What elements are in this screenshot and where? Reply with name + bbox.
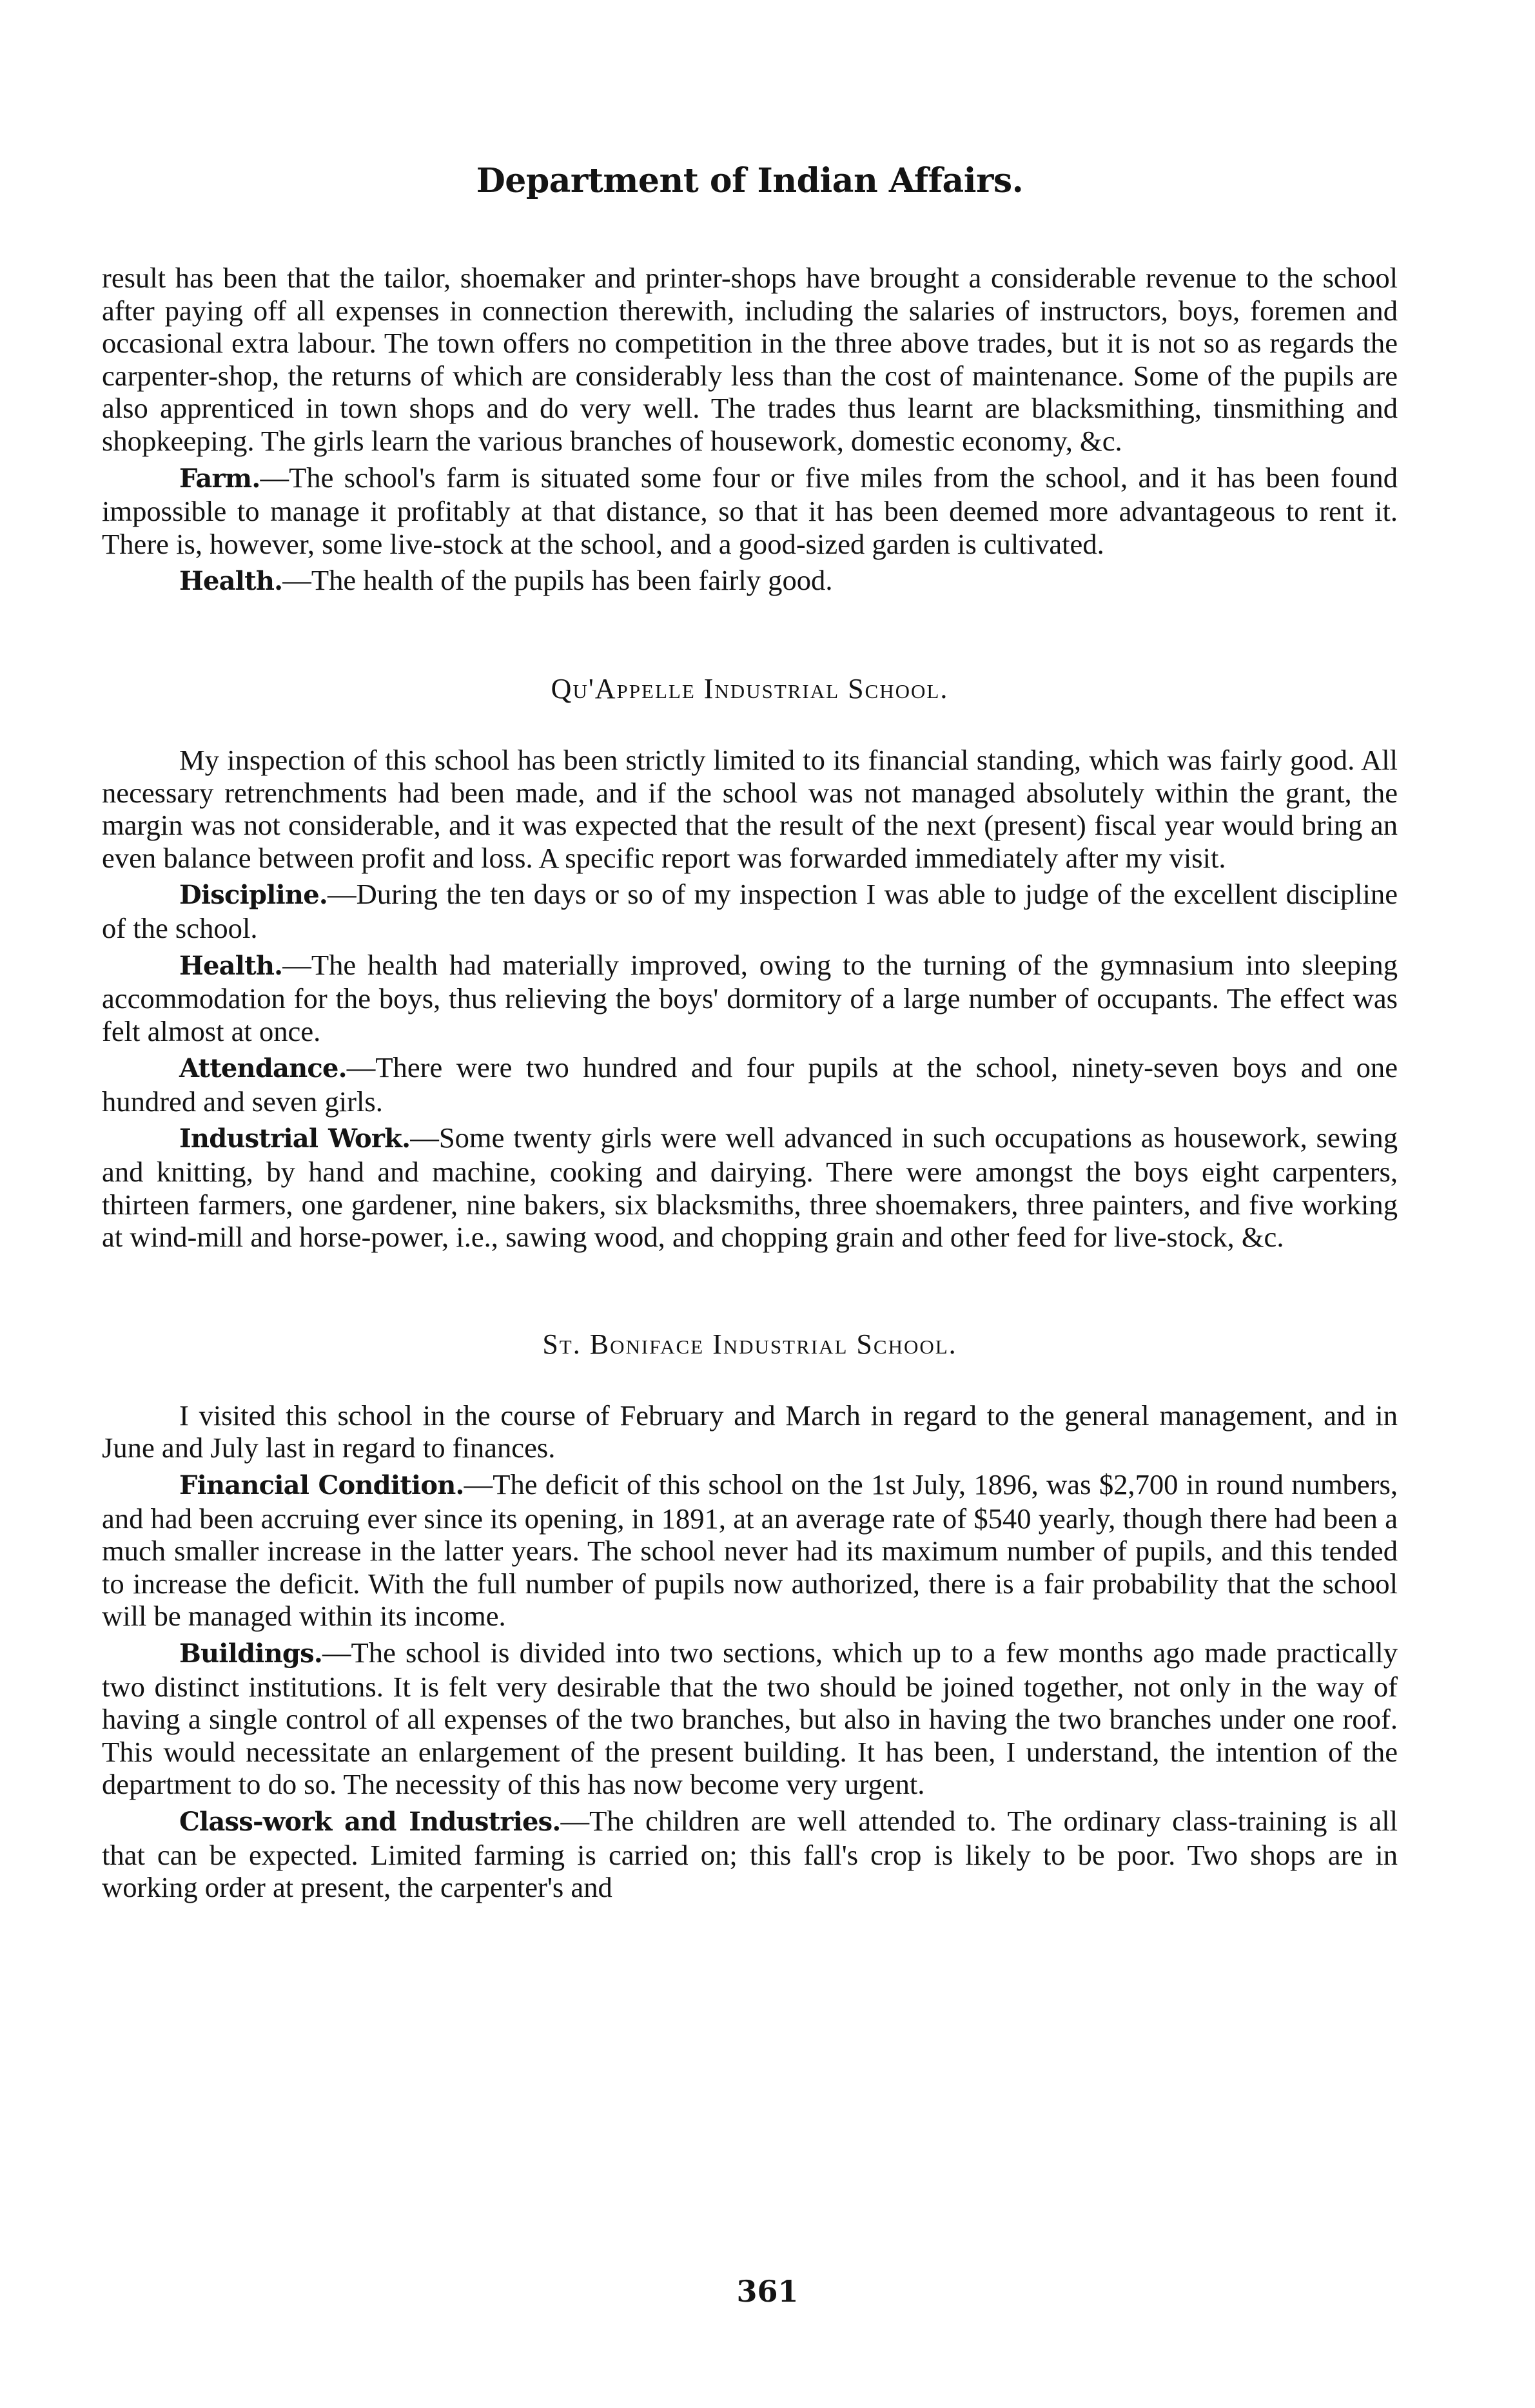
quappelle-discipline-lead: Discipline. bbox=[179, 880, 328, 911]
quappelle-attendance-text: —There were two hundred and four pupils at the school, ninety-seven boys and one hundred and seven girls. bbox=[102, 1051, 1398, 1118]
farm-text: —The school's farm is situated some four or five miles from the school, and it has been found impossible to manage it profitably at that distance, so that it has been deemed more advantageous to rent it. There is, however, some live-stock at the school, and a good-sized garden is cultivated. bbox=[102, 461, 1398, 560]
quappelle-health-paragraph bbox=[102, 949, 1398, 1048]
quappelle-intro-paragraph: My inspection of this school has been strictly limited to its financial standing, which was fairly good. All necessary retrenchments had been made, and if the school was not managed absolutely within the grant, the margin was not considerable, and it was expected that the result of the next (present) fiscal year would bring an even balance between profit and loss. A specific report was forwarded immediately after my visit. bbox=[102, 743, 1398, 874]
quappelle-health-lead: Health. bbox=[179, 950, 283, 981]
st-boniface-classwork-text: —The children are well attended to. The ordinary class-training is all that can be expected. Limited farming is carried on; this fall's crop is likely to be poor. Two shops are in working order at present, the carpenter's and bbox=[102, 1804, 1398, 1904]
st-boniface-classwork-lead: Class-work and Industries. bbox=[179, 1806, 561, 1837]
health-text: —The health of the pupils has been fairly good. bbox=[282, 564, 833, 597]
quappelle-discipline-text: —During the ten days or so of my inspection I was able to judge of the excellent discipline of the school. bbox=[102, 878, 1398, 944]
st-boniface-financial-lead: Financial Condition. bbox=[179, 1470, 464, 1501]
quappelle-health-text: —The health had materially improved, owing to the turning of the gymnasium into sleeping accommodation for the boys, thus relieving the boys' dormitory of a large number of occupants. The effect was felt almost at once. bbox=[102, 948, 1398, 1047]
farm-paragraph bbox=[102, 461, 1398, 561]
quappelle-industrial-work-lead: Industrial Work. bbox=[179, 1123, 411, 1154]
quappelle-attendance-lead: Attendance. bbox=[179, 1053, 347, 1084]
st-boniface-financial-text: —The deficit of this school on the 1st July, 1896, was $2,700 in round numbers, and had been accruing ever since its opening, in 1891, at an average rate of $540 yearly, though there had been a much smaller increase in the latter years. The school never had its maximum number of pupils, and this tended to increase the deficit. With the full number of pupils now authorized, there is a fair probability that the school will be managed within its income. bbox=[102, 1468, 1398, 1633]
page-body bbox=[102, 161, 1398, 1904]
quappelle-attendance-paragraph bbox=[102, 1051, 1398, 1118]
quappelle-industrial-work-text: —Some twenty girls were well advanced in such occupations as housework, sewing and knitting, by hand and machine, cooking and dairying. There were amongst the boys eight carpenters, thirteen farmers, one gardener, nine bakers, six blacksmiths, three shoemakers, three painters, and five working at wind-mill and horse-power, i.e., sawing wood, and chopping grain and other feed for live-stock, &c. bbox=[102, 1121, 1398, 1254]
farm-lead: Farm. bbox=[179, 463, 260, 494]
health-lead: Health. bbox=[179, 566, 283, 597]
running-head: Department of Indian Affairs. bbox=[476, 161, 1024, 200]
st-boniface-financial-paragraph bbox=[102, 1468, 1398, 1633]
continuation-paragraph: result has been that the tailor, shoemaker and printer-shops have brought a considerable revenue to the school after paying off all expenses in connection therewith, including the salaries of instructors, boys, foremen and occasional extra labour. The town offers no competition in the three above trades, but it is not so as regards the carpenter-shop, the returns of which are considerably less than the cost of maintenance. Some of the pupils are also apprenticed in town shops and do very well. The trades thus learnt are blacksmithing, tinsmithing and shopkeeping. The girls learn the various branches of housework, domestic economy, &c. bbox=[102, 262, 1398, 457]
st-boniface-buildings-lead: Buildings. bbox=[179, 1638, 322, 1669]
health-paragraph bbox=[102, 564, 1398, 598]
quappelle-discipline-paragraph bbox=[102, 878, 1398, 944]
st-boniface-buildings-text: —The school is divided into two sections, which up to a few months ago made practically two distinct institutions. It is felt very desirable that the two should be joined together, not only in the way of having a single control of all expenses of the two branches, but also in having the two branches under one roof. This would necessitate an enlargement of the present building. It has been, I understand, the intention of the department to do so. The necessity of this has now become very urgent. bbox=[102, 1636, 1398, 1801]
st-boniface-classwork-paragraph bbox=[102, 1805, 1398, 1904]
page-number: 361 bbox=[736, 2274, 799, 2309]
quappelle-industrial-work-paragraph bbox=[102, 1121, 1398, 1253]
quappelle-heading: Qu'Appelle Industrial School. bbox=[551, 672, 949, 704]
st-boniface-heading: St. Boniface Industrial School. bbox=[542, 1328, 957, 1360]
st-boniface-intro-paragraph: I visited this school in the course of February and March in regard to the general management, and in June and July last in regard to finances. bbox=[102, 1399, 1398, 1464]
st-boniface-buildings-paragraph bbox=[102, 1636, 1398, 1801]
